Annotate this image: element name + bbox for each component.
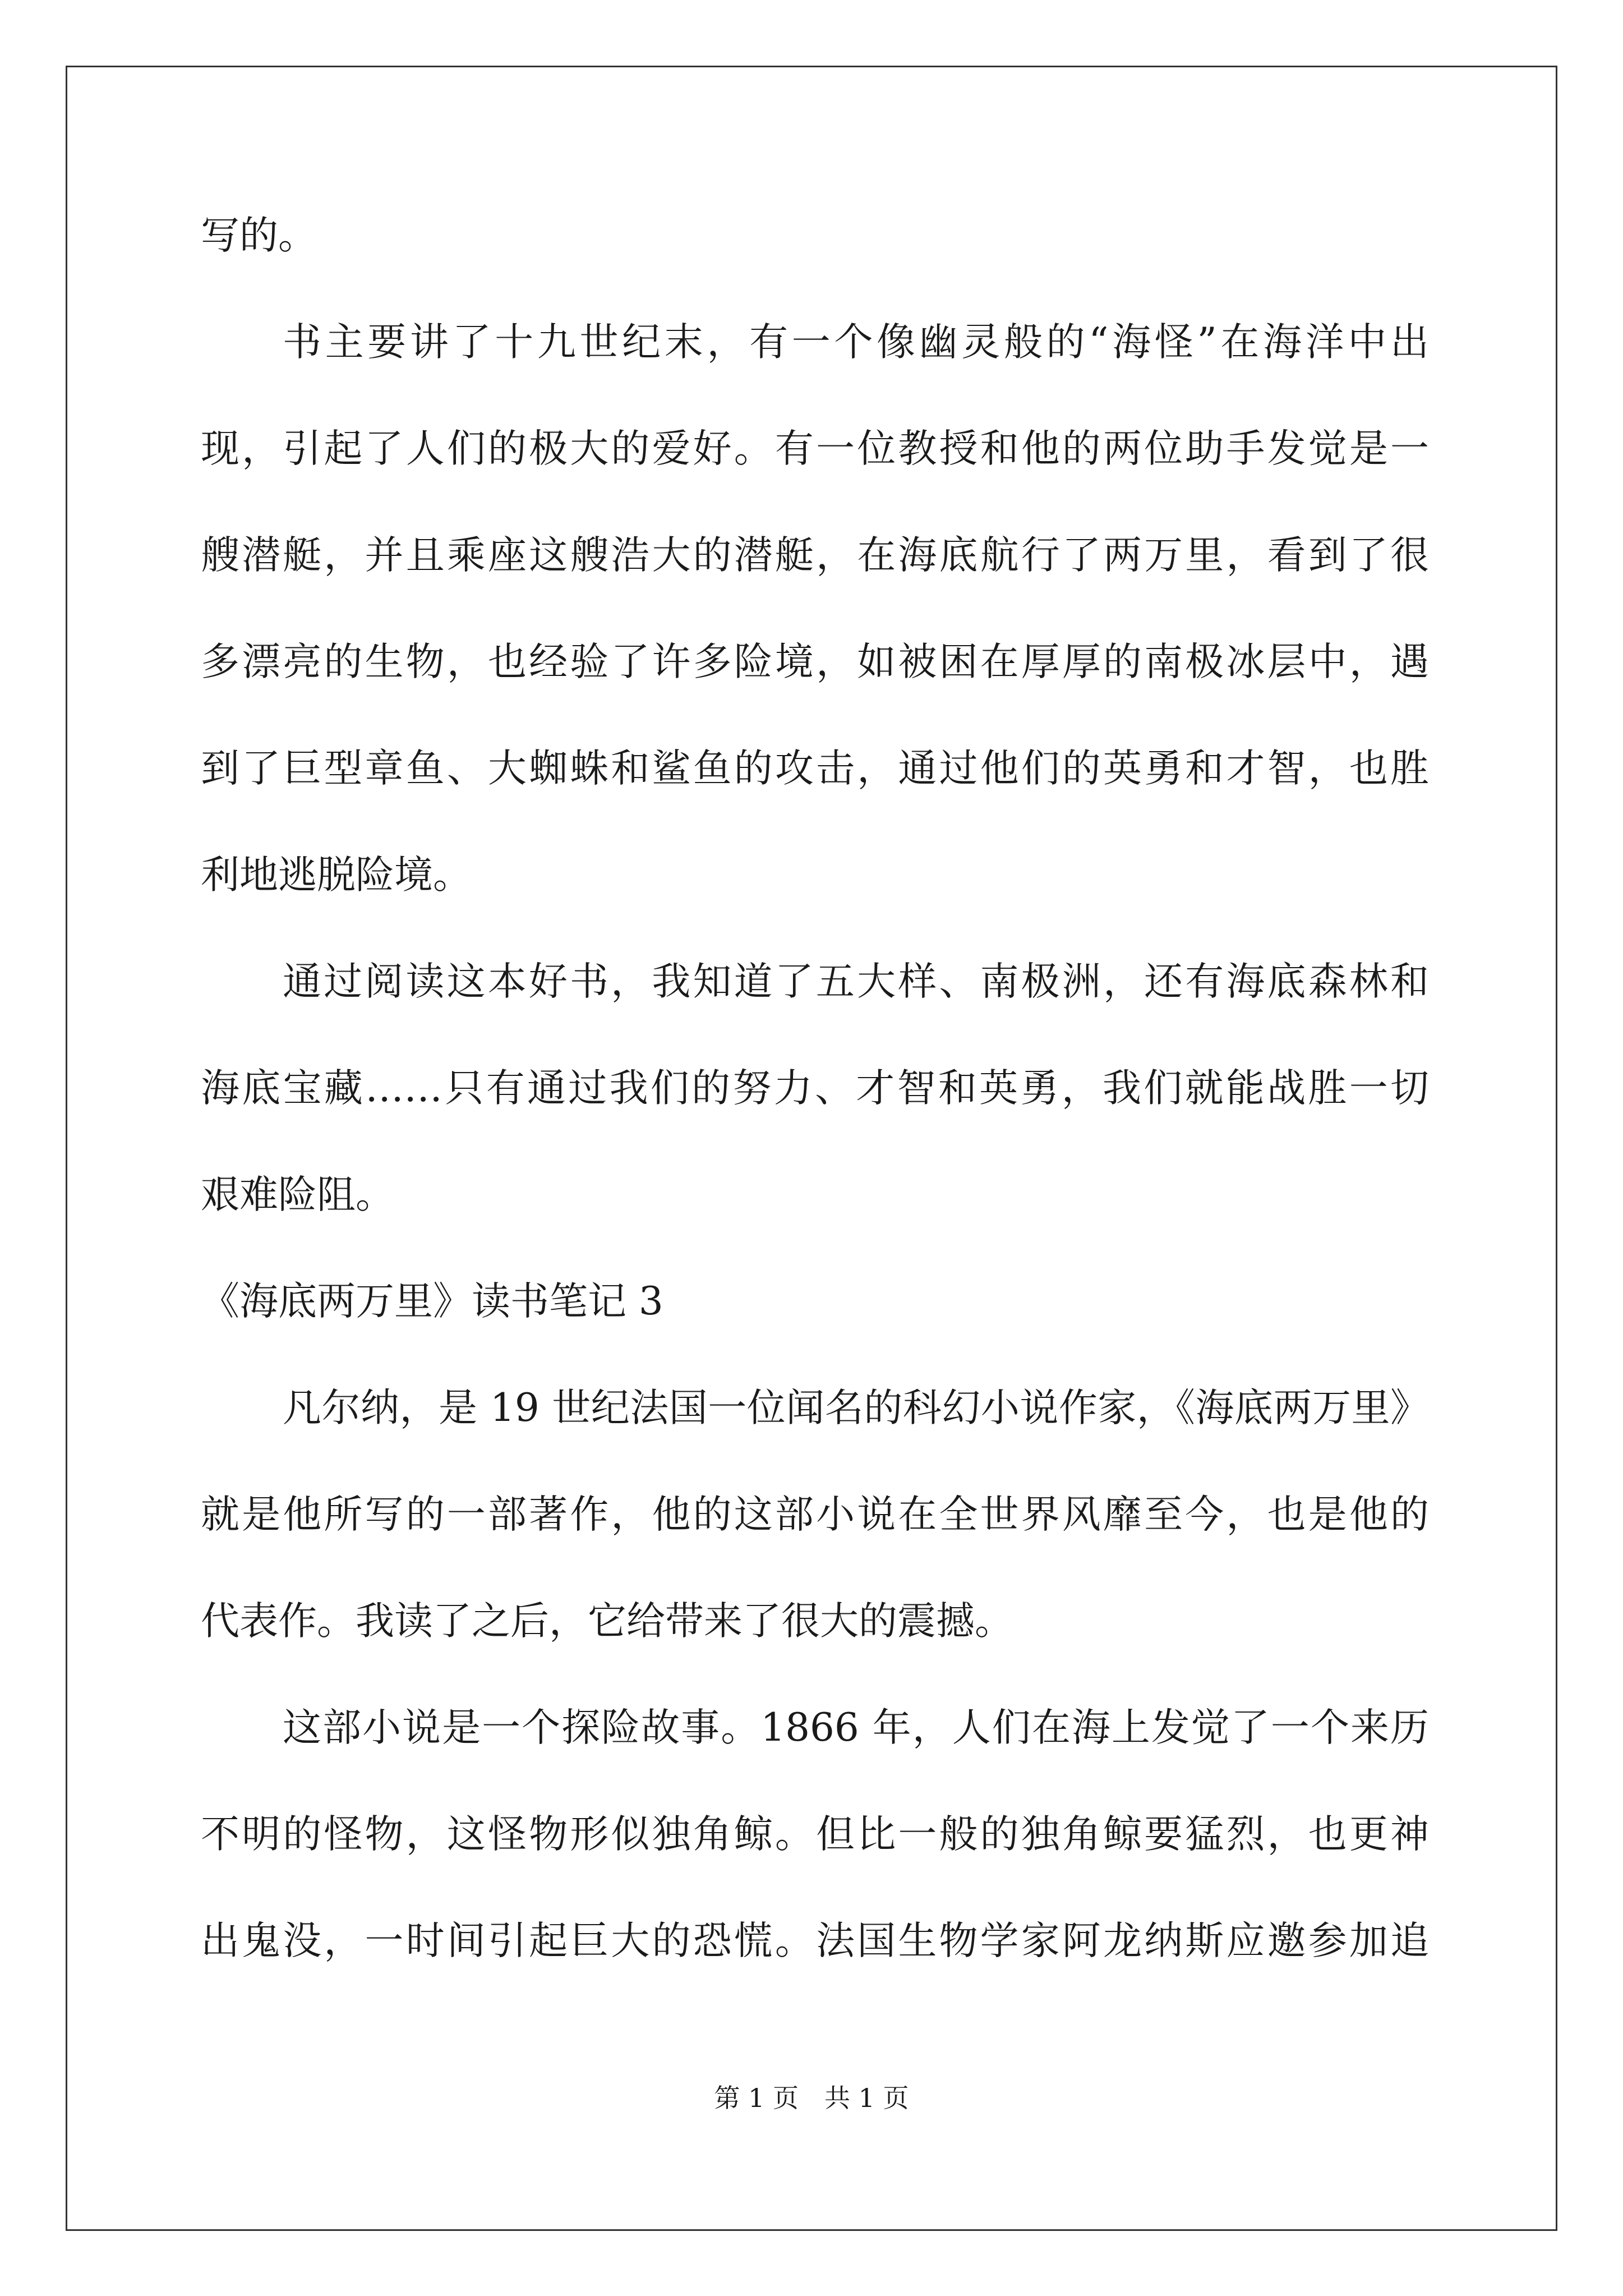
text-line: 代表作。我读了之后，它给带来了很大的震撼。 bbox=[201, 1599, 1013, 1644]
text-line: 写的。 bbox=[201, 213, 317, 258]
page-border bbox=[66, 66, 1557, 2231]
text-line: 这部小说是一个探险故事。1866 年，人们在海上发觉了一个来历 bbox=[283, 1705, 1429, 1750]
text-line: 通过阅读这本好书，我知道了五大样、南极洲，还有海底森林和 bbox=[283, 959, 1429, 1004]
page-total: 共 1 页 bbox=[824, 2083, 909, 2113]
text-line: 艰难险阻。 bbox=[201, 1172, 394, 1217]
text-line: 凡尔纳，是 19 世纪法国一位闻名的科幻小说作家，《海底两万里》 bbox=[283, 1386, 1429, 1430]
page-number: 第 1 页 bbox=[714, 2083, 799, 2113]
text-line: 艘潜艇，并且乘座这艘浩大的潜艇，在海底航行了两万里，看到了很 bbox=[201, 533, 1429, 578]
text-line: 现，引起了人们的极大的爱好。有一位教授和他的两位助手发觉是一 bbox=[201, 426, 1429, 471]
page-footer bbox=[0, 2081, 1623, 2115]
text-line: 利地逃脱险境。 bbox=[201, 853, 472, 898]
text-line: 出鬼没，一时间引起巨大的恐慌。法国生物学家阿龙纳斯应邀参加追 bbox=[201, 1918, 1429, 1963]
text-line: 书主要讲了十九世纪末，有一个像幽灵般的“海怪”在海洋中出 bbox=[283, 320, 1429, 365]
text-line: 海底宝藏……只有通过我们的努力、才智和英勇，我们就能战胜一切 bbox=[201, 1066, 1429, 1111]
text-line: 就是他所写的一部著作，他的这部小说在全世界风靡至今，也是他的 bbox=[201, 1492, 1429, 1537]
text-line: 不明的怪物，这怪物形似独角鲸。但比一般的独角鲸要猛烈，也更神 bbox=[201, 1812, 1429, 1857]
text-line: 多漂亮的生物，也经验了许多险境，如被困在厚厚的南极冰层中，遇 bbox=[201, 639, 1429, 684]
section-heading: 《海底两万里》读书笔记 3 bbox=[201, 1279, 663, 1324]
text-line: 到了巨型章鱼、大蜘蛛和鲨鱼的攻击，通过他们的英勇和才智，也胜 bbox=[201, 746, 1429, 791]
